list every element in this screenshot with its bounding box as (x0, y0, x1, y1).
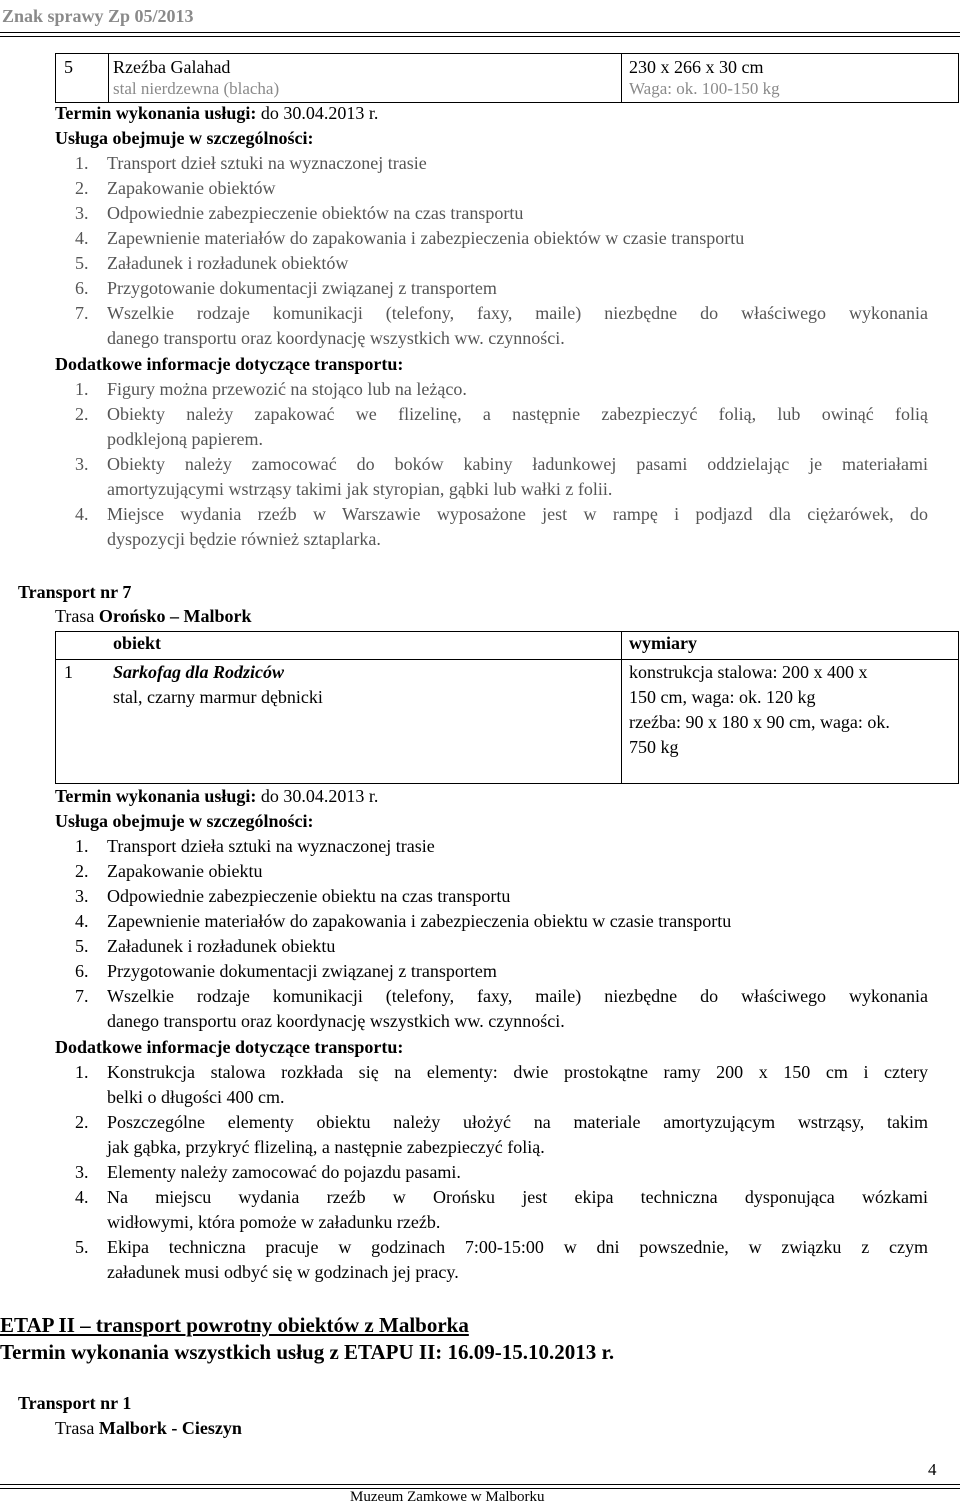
list-item-text: Zapewnienie materiałów do zapakowania i zabezpieczenia obiektów w czasie transportu (107, 228, 745, 248)
list-number: 5. (75, 1237, 89, 1257)
list-item-text: Załadunek i rozładunek obiektów (107, 253, 349, 273)
list-item-continuation: amortyzującymi wstrząsy takimi jak styropian, gąbki lub wałki z folii. (107, 479, 613, 499)
row-material: stal, czarny marmur dębnicki (113, 687, 323, 707)
scope-label: Usługa obejmuje w szczególności: (55, 128, 314, 148)
list-number: 1. (75, 1062, 89, 1082)
term-line: Termin wykonania usługi: do 30.04.2013 r. (55, 103, 379, 123)
row-num: 1 (64, 662, 73, 682)
list-item-text: Miejsce wydania rzeźb w Warszawie wyposażone jest w rampę i podjazd dla ciężarówek, do (107, 504, 928, 524)
list-item-text: Załadunek i rozładunek obiektu (107, 936, 336, 956)
table1-name: Rzeźba Galahad (113, 57, 231, 77)
table1-weight: Waga: ok. 100-150 kg (629, 79, 780, 98)
transport-7-route: Trasa Orońsko – Malbork (55, 606, 252, 626)
table1-material: stal nierdzewna (blacha) (113, 79, 280, 98)
list-number: 7. (75, 303, 89, 323)
list-item-text: Ekipa techniczna pracuje w godzinach 7:00-15:00 w dni powszednie, w związku z czym (107, 1237, 928, 1257)
row-dims-1: konstrukcja stalowa: 200 x 400 x (629, 662, 868, 682)
list-number: 4. (75, 504, 89, 524)
list-number: 5. (75, 253, 89, 273)
list-item-text: Wszelkie rodzaje komunikacji (telefony, faxy, maile) niezbędne do właściwego wykonania (107, 303, 928, 323)
footer-rule (0, 1484, 960, 1485)
list-number: 5. (75, 936, 89, 956)
list-item-text: Figury można przewozić na stojąco lub na leżąco. (107, 379, 467, 399)
list-item-text: Zapakowanie obiektu (107, 861, 263, 881)
list-number: 4. (75, 1187, 89, 1207)
list-item-text: Transport dzieła sztuki na wyznaczonej trasie (107, 836, 435, 856)
list-item-text: Zapakowanie obiektów (107, 178, 276, 198)
transport-1-route: Trasa Malbork - Cieszyn (55, 1418, 242, 1438)
list-item-text: Zapewnienie materiałów do zapakowania i zabezpieczenia obiektu w czasie transportu (107, 911, 732, 931)
list-number: 7. (75, 986, 89, 1006)
list-item-text: Obiekty należy zamocować do boków kabiny ładunkowej pasami oddzielając je materiałami (107, 454, 928, 474)
list-item-continuation: jak gąbka, przykryć flizeliną, a następnie zabezpieczyć folią. (107, 1137, 545, 1157)
scope-label-2: Usługa obejmuje w szczególności: (55, 811, 314, 831)
extra-label: Dodatkowe informacje dotyczące transportu: (55, 354, 404, 374)
list-item-text: Odpowiednie zabezpieczenie obiektów na czas transportu (107, 203, 524, 223)
extra-label-2: Dodatkowe informacje dotyczące transportu: (55, 1037, 404, 1057)
stage2-title: ETAP II – transport powrotny obiektów z Malborka (0, 1313, 469, 1337)
list-item-text: Na miejscu wydania rzeźb w Orońsku jest ekipa techniczna dysponująca wózkami (107, 1187, 928, 1207)
row-dims-3: rzeźba: 90 x 180 x 90 cm, waga: ok. (629, 712, 890, 732)
list-number: 6. (75, 278, 89, 298)
list-item-continuation: danego transportu oraz koordynację wszystkich ww. czynności. (107, 328, 565, 348)
list-number: 3. (75, 1162, 89, 1182)
list-number: 6. (75, 961, 89, 981)
list-item-text: Transport dzieł sztuki na wyznaczonej trasie (107, 153, 427, 173)
list-number: 2. (75, 861, 89, 881)
case-number: Znak sprawy Zp 05/2013 (2, 6, 194, 26)
list-item-continuation: danego transportu oraz koordynację wszystkich ww. czynności. (107, 1011, 565, 1031)
page-number: 4 (928, 1460, 937, 1479)
list-item-continuation: załadunek musi odbyć się w godzinach jej pracy. (107, 1262, 459, 1282)
list-item-text: Konstrukcja stalowa rozkłada się na elementy: dwie prostokątne ramy 200 x 150 cm i cztery (107, 1062, 928, 1082)
transport-7-title: Transport nr 7 (18, 582, 132, 602)
list-number: 1. (75, 153, 89, 173)
header-rule (0, 32, 960, 33)
list-number: 2. (75, 178, 89, 198)
row-name: Sarkofag dla Rodziców (113, 662, 285, 682)
stage2-deadline: Termin wykonania wszystkich usług z ETAPU II: 16.09-15.10.2013 r. (0, 1340, 615, 1364)
list-item-continuation: dyspozycji będzie również sztaplarka. (107, 529, 381, 549)
list-item-text: Odpowiednie zabezpieczenie obiektu na czas transportu (107, 886, 511, 906)
col-dims: wymiary (629, 633, 697, 653)
list-item-continuation: widłowymi, która pomoże w załadunku rzeźb. (107, 1212, 441, 1232)
col-object: obiekt (113, 633, 162, 653)
list-number: 3. (75, 886, 89, 906)
list-number: 3. (75, 203, 89, 223)
list-item-text: Przygotowanie dokumentacji związanej z transportem (107, 278, 497, 298)
list-number: 3. (75, 454, 89, 474)
list-number: 4. (75, 911, 89, 931)
header-rule-2 (0, 36, 960, 37)
table1-dims: 230 x 266 x 30 cm (629, 57, 764, 77)
transport-1-title: Transport nr 1 (18, 1393, 132, 1413)
row-dims-2: 150 cm, waga: ok. 120 kg (629, 687, 816, 707)
list-item-continuation: belki o długości 400 cm. (107, 1087, 285, 1107)
list-item-text: Obiekty należy zapakować we flizelinę, a następnie zabezpieczyć folią, lub owinąć folią (107, 404, 928, 424)
list-item-text: Przygotowanie dokumentacji związanej z transportem (107, 961, 497, 981)
row-dims-4: 750 kg (629, 737, 679, 757)
list-number: 4. (75, 228, 89, 248)
list-item-text: Elementy należy zamocować do pojazdu pasami. (107, 1162, 461, 1182)
list-number: 1. (75, 379, 89, 399)
list-item-text: Wszelkie rodzaje komunikacji (telefony, faxy, maile) niezbędne do właściwego wykonania (107, 986, 928, 1006)
list-item-continuation: podklejoną papierem. (107, 429, 263, 449)
footer-org: Muzeum Zamkowe w Malborku (350, 1489, 545, 1505)
list-number: 2. (75, 404, 89, 424)
list-number: 2. (75, 1112, 89, 1132)
term-line-2: Termin wykonania usługi: do 30.04.2013 r. (55, 786, 379, 806)
list-number: 1. (75, 836, 89, 856)
table1-num: 5 (64, 57, 73, 77)
list-item-text: Poszczególne elementy obiektu należy ułożyć na materiale amortyzującym wstrząsy, takim (107, 1112, 928, 1132)
